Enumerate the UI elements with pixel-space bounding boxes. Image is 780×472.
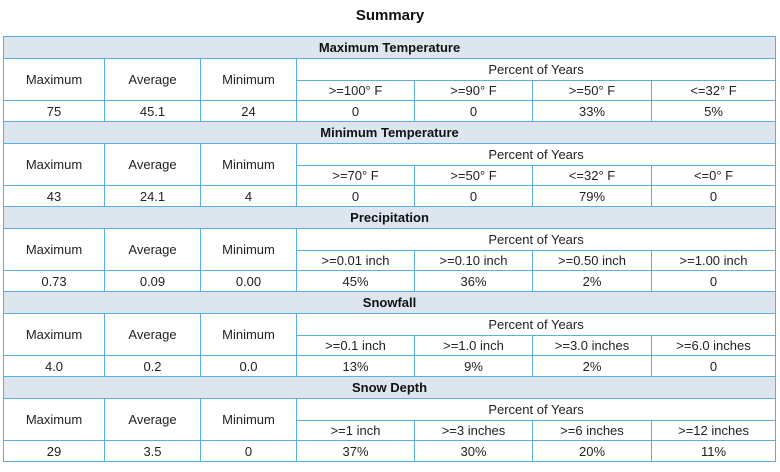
snowfall-average-label: Average: [105, 314, 201, 356]
precipitation-average-label: Average: [105, 229, 201, 271]
minimum-temperature-value-row: [4, 186, 776, 207]
snowfall-minimum-label: Minimum: [201, 314, 297, 356]
precipitation-value-row: [4, 271, 776, 292]
precipitation-label-row: [4, 229, 776, 251]
maximum-temperature-average-label: Average: [105, 59, 201, 101]
snow-depth-threshold-1: >=1 inch: [297, 421, 415, 441]
precipitation-threshold-1: >=0.01 inch: [297, 251, 415, 271]
maximum-temperature-minimum-label: Minimum: [201, 59, 297, 101]
maximum-temperature-value-row: [4, 101, 776, 122]
minimum-temperature-maximum-value: 43: [4, 186, 105, 207]
minimum-temperature-maximum-label: Maximum: [4, 144, 105, 186]
minimum-temperature-percent-of-years-label: Percent of Years: [297, 144, 776, 166]
maximum-temperature-percent-1: 0: [297, 101, 415, 122]
precipitation-section-title: Precipitation: [4, 207, 776, 229]
maximum-temperature-percent-4: 5%: [652, 101, 776, 122]
precipitation-percent-4: 0: [652, 271, 776, 292]
maximum-temperature-threshold-3: >=50° F: [533, 81, 652, 101]
maximum-temperature-threshold-2: >=90° F: [415, 81, 533, 101]
summary-table: [3, 36, 776, 462]
minimum-temperature-percent-2: 0: [415, 186, 533, 207]
maximum-temperature-percent-3: 33%: [533, 101, 652, 122]
precipitation-percent-3: 2%: [533, 271, 652, 292]
snow-depth-value-row: [4, 441, 776, 462]
snow-depth-percent-2: 30%: [415, 441, 533, 462]
precipitation-minimum-value: 0.00: [201, 271, 297, 292]
maximum-temperature-percent-of-years-label: Percent of Years: [297, 59, 776, 81]
precipitation-percent-1: 45%: [297, 271, 415, 292]
snowfall-percent-of-years-label: Percent of Years: [297, 314, 776, 336]
minimum-temperature-threshold-2: >=50° F: [415, 166, 533, 186]
minimum-temperature-minimum-value: 4: [201, 186, 297, 207]
precipitation-average-value: 0.09: [105, 271, 201, 292]
maximum-temperature-maximum-value: 75: [4, 101, 105, 122]
snow-depth-threshold-4: >=12 inches: [652, 421, 776, 441]
snow-depth-percent-4: 11%: [652, 441, 776, 462]
snowfall-threshold-1: >=0.1 inch: [297, 336, 415, 356]
maximum-temperature-percent-2: 0: [415, 101, 533, 122]
maximum-temperature-section-title: Maximum Temperature: [4, 37, 776, 59]
precipitation-minimum-label: Minimum: [201, 229, 297, 271]
snow-depth-maximum-label: Maximum: [4, 399, 105, 441]
snow-depth-threshold-2: >=3 inches: [415, 421, 533, 441]
snowfall-percent-4: 0: [652, 356, 776, 377]
snow-depth-minimum-label: Minimum: [201, 399, 297, 441]
precipitation-maximum-value: 0.73: [4, 271, 105, 292]
snow-depth-threshold-3: >=6 inches: [533, 421, 652, 441]
snowfall-threshold-2: >=1.0 inch: [415, 336, 533, 356]
maximum-temperature-label-row: [4, 59, 776, 81]
minimum-temperature-threshold-1: >=70° F: [297, 166, 415, 186]
snow-depth-percent-1: 37%: [297, 441, 415, 462]
snowfall-threshold-3: >=3.0 inches: [533, 336, 652, 356]
maximum-temperature-section-header: [4, 37, 776, 59]
maximum-temperature-threshold-4: <=32° F: [652, 81, 776, 101]
summary-title: Summary: [355, 7, 425, 24]
snowfall-maximum-value: 4.0: [4, 356, 105, 377]
minimum-temperature-label-row: [4, 144, 776, 166]
precipitation-maximum-label: Maximum: [4, 229, 105, 271]
precipitation-section-header: [4, 207, 776, 229]
snowfall-percent-1: 13%: [297, 356, 415, 377]
snow-depth-average-label: Average: [105, 399, 201, 441]
snow-depth-section-header: [4, 377, 776, 399]
minimum-temperature-threshold-4: <=0° F: [652, 166, 776, 186]
minimum-temperature-section-title: Minimum Temperature: [4, 122, 776, 144]
snowfall-section-header: [4, 292, 776, 314]
minimum-temperature-percent-4: 0: [652, 186, 776, 207]
snow-depth-average-value: 3.5: [105, 441, 201, 462]
minimum-temperature-section-header: [4, 122, 776, 144]
minimum-temperature-percent-1: 0: [297, 186, 415, 207]
snow-depth-section-title: Snow Depth: [4, 377, 776, 399]
snow-depth-minimum-value: 0: [201, 441, 297, 462]
snowfall-percent-3: 2%: [533, 356, 652, 377]
snow-depth-maximum-value: 29: [4, 441, 105, 462]
minimum-temperature-percent-3: 79%: [533, 186, 652, 207]
snowfall-value-row: [4, 356, 776, 377]
maximum-temperature-maximum-label: Maximum: [4, 59, 105, 101]
precipitation-threshold-3: >=0.50 inch: [533, 251, 652, 271]
precipitation-threshold-4: >=1.00 inch: [652, 251, 776, 271]
minimum-temperature-average-value: 24.1: [105, 186, 201, 207]
maximum-temperature-threshold-1: >=100° F: [297, 81, 415, 101]
snowfall-average-value: 0.2: [105, 356, 201, 377]
snowfall-maximum-label: Maximum: [4, 314, 105, 356]
snowfall-percent-2: 9%: [415, 356, 533, 377]
snowfall-section-title: Snowfall: [4, 292, 776, 314]
maximum-temperature-minimum-value: 24: [201, 101, 297, 122]
snowfall-threshold-4: >=6.0 inches: [652, 336, 776, 356]
minimum-temperature-average-label: Average: [105, 144, 201, 186]
snowfall-minimum-value: 0.0: [201, 356, 297, 377]
minimum-temperature-minimum-label: Minimum: [201, 144, 297, 186]
snow-depth-label-row: [4, 399, 776, 421]
precipitation-threshold-2: >=0.10 inch: [415, 251, 533, 271]
snow-depth-percent-of-years-label: Percent of Years: [297, 399, 776, 421]
precipitation-percent-of-years-label: Percent of Years: [297, 229, 776, 251]
summary-table-body: [4, 37, 776, 462]
precipitation-percent-2: 36%: [415, 271, 533, 292]
snowfall-label-row: [4, 314, 776, 336]
minimum-temperature-threshold-3: <=32° F: [533, 166, 652, 186]
maximum-temperature-average-value: 45.1: [105, 101, 201, 122]
snow-depth-percent-3: 20%: [533, 441, 652, 462]
